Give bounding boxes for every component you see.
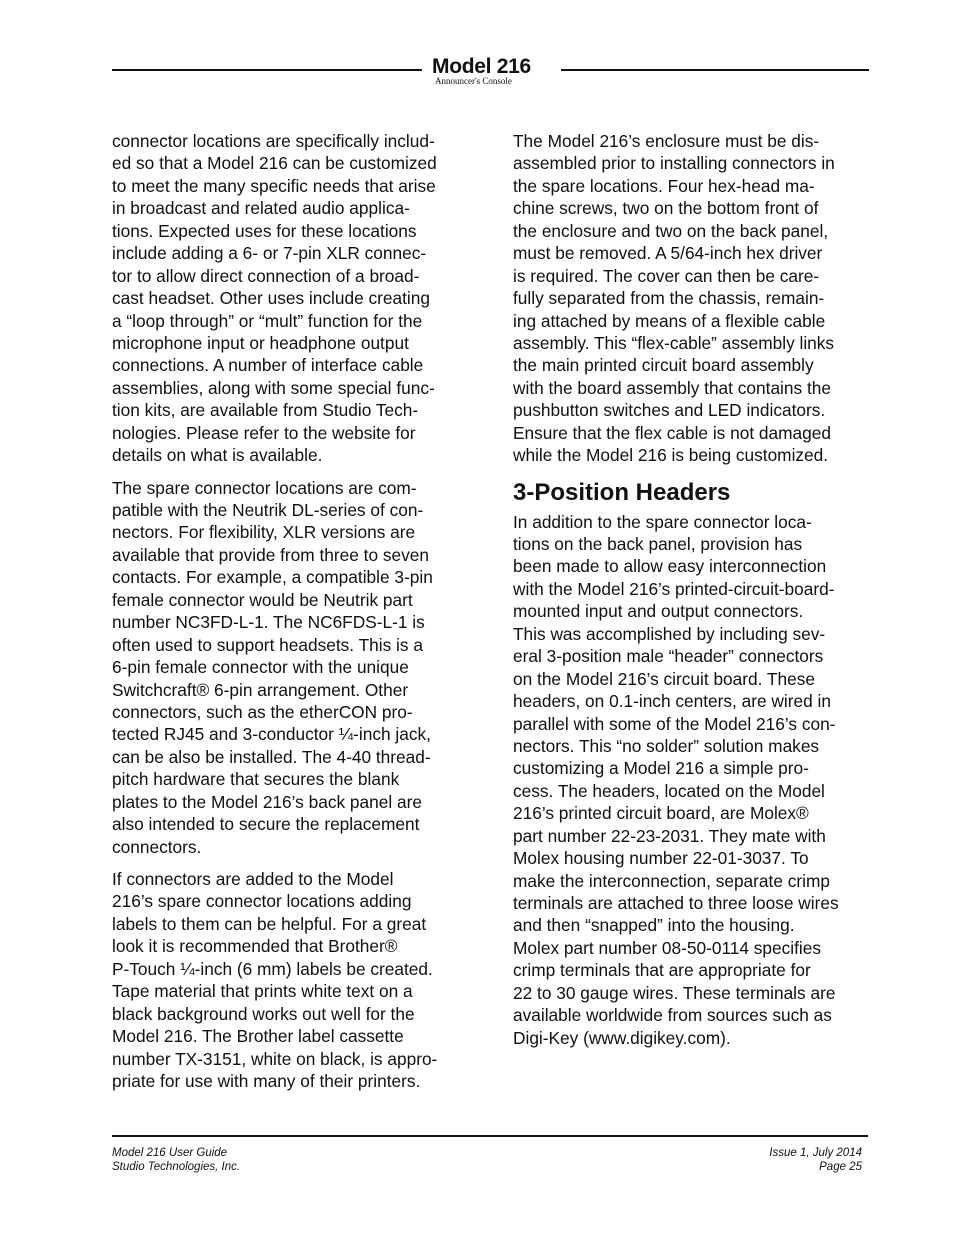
text-line: customizing a Model 216 a simple pro- [513,758,809,779]
text-line: nectors. For flexibility, XLR versions are [112,522,416,543]
text-line: tions on the back panel, provision has [513,534,803,554]
text-line: while the Model 216 is being customized. [513,445,829,466]
text-line: plates to the Model 216’s back panel are [112,791,422,812]
text-line: labels to them can be helpful. For a great [112,913,427,934]
footer-issue: Issue 1, July 2014 [769,1147,862,1159]
left-paragraph-3 [112,868,472,1092]
text-line: available worldwide from sources such as [513,1005,832,1026]
text-line: connector locations are specifically includ- [112,131,435,151]
text-line: available that provide from three to seven [112,544,430,565]
footer-right [769,1146,862,1174]
text-line: Switchcraft® 6-pin arrangement. Other [112,679,409,700]
text-line: and then “snapped” into the housing. [513,915,795,936]
left-paragraph-2 [112,477,472,858]
text-line: Tape material that prints white text on a [112,981,413,1002]
text-line: must be removed. A 5/64-inch hex driver [513,243,823,264]
text-line: cast headset. Other uses include creating [112,288,430,309]
text-line: contacts. For example, a compatible 3-pin [112,567,433,588]
text-line: assembly. This “flex-cable” assembly links [513,332,835,353]
footer-page-number: Page 25 [819,1161,862,1173]
text-line: chine screws, two on the bottom front of [513,198,819,219]
text-line: connectors. [112,836,202,857]
text-line: female connector would be Neutrik part [112,589,413,610]
text-line: with the board assembly that contains the [513,377,831,398]
text-line: include adding a 6- or 7-pin XLR connec- [112,243,427,264]
header-subtitle: Announcer's Console [435,76,512,86]
text-line: look it is recommended that Brother® [112,936,398,957]
header-rule-left [112,69,422,71]
footer-document-title: Model 216 User Guide [112,1147,228,1159]
text-line: connectors, such as the etherCON pro- [112,701,413,722]
text-line: This was accomplished by including sev- [513,623,826,644]
text-line: is required. The cover can then be care- [513,265,820,286]
text-line: tions. Expected uses for these locations [112,220,417,241]
text-line: P-Touch ¼-inch (6 mm) labels be created. [112,958,433,979]
text-line: cess. The headers, located on the Model [513,780,825,801]
left-paragraph-1 [112,130,472,467]
right-column [513,130,873,1049]
text-line: priate for use with many of their printers. [112,1070,421,1091]
text-line: number TX-3151, white on black, is appro- [112,1048,438,1069]
text-line: in broadcast and related audio applica- [112,198,410,219]
text-line: a “loop through” or “mult” function for the [112,310,423,331]
right-section-paragraph [513,511,873,1050]
text-line: Molex housing number 22-01-3037. To [513,848,809,869]
section-heading: 3-Position Headers [513,478,731,506]
right-intro-paragraph [513,130,873,467]
text-line: the spare locations. Four hex-head ma- [513,175,815,196]
left-column [112,130,472,1092]
text-line: pitch hardware that secures the blank [112,769,400,790]
text-line: the enclosure and two on the back panel, [513,220,829,241]
text-line: to meet the many specific needs that arise [112,175,436,196]
text-line: 22 to 30 gauge wires. These terminals are [513,982,836,1003]
text-line: Ensure that the flex cable is not damaged [513,422,831,443]
text-line: tected RJ45 and 3-conductor ¼-inch jack, [112,724,431,745]
text-line: make the interconnection, separate crimp [513,870,830,891]
text-line: been made to allow easy interconnection [513,556,827,577]
text-line: often used to support headsets. This is a [112,634,423,655]
text-line: the main printed circuit board assembly [513,355,814,376]
text-line: Digi-Key (www.digikey.com). [513,1027,731,1048]
paragraph-gap [112,467,472,477]
text-line: pushbutton switches and LED indicators. [513,400,826,421]
text-line: fully separated from the chassis, remain- [513,288,825,309]
text-line: assembled prior to installing connectors in [513,153,835,174]
header-title: Model 216 [432,55,531,78]
text-line: patible with the Neutrik DL-series of con- [112,500,424,520]
text-line: black background works out well for the [112,1003,415,1024]
footer-company: Studio Technologies, Inc. [112,1161,241,1173]
text-line: can be also be installed. The 4-40 thread- [112,746,431,767]
text-line: ed so that a Model 216 can be customized [112,153,437,174]
text-line: with the Model 216’s printed-circuit-board- [513,578,835,599]
text-line: 216’s printed circuit board, are Molex® [513,803,809,824]
text-line: 6-pin female connector with the unique [112,657,409,678]
text-line: parallel with some of the Model 216’s con- [513,713,836,734]
text-line: part number 22-23-2031. They mate with [513,825,826,846]
text-line: details on what is available. [112,445,323,466]
text-line: Model 216. The Brother label cassette [112,1026,404,1047]
text-line: microphone input or headphone output [112,332,409,353]
text-line: nectors. This “no solder” solution makes [513,735,820,756]
text-line: nologies. Please refer to the website for [112,422,416,443]
text-line: tor to allow direct connection of a broad- [112,265,420,286]
text-line: eral 3-position male “header” connectors [513,646,824,667]
paragraph-gap [513,467,873,477]
text-line: connections. A number of interface cable [112,355,424,376]
paragraph-gap [112,858,472,868]
text-line: If connectors are added to the Model [112,869,394,889]
text-line: In addition to the spare connector loca- [513,511,812,532]
text-line: 216’s spare connector locations adding [112,891,412,912]
text-line: assemblies, along with some special func- [112,377,435,398]
footer-left [112,1146,240,1174]
text-line: ing attached by means of a flexible cable [513,310,826,331]
text-line: number NC3FD-L-1. The NC6FDS-L-1 is [112,612,425,633]
text-line: The Model 216’s enclosure must be dis- [513,131,820,151]
text-line: The spare connector locations are com- [112,477,417,498]
header-rule-right [561,69,869,71]
text-line: headers, on 0.1-inch centers, are wired in [513,691,831,712]
text-line: Molex part number 08-50-0114 specifies [513,937,822,958]
text-line: tion kits, are available from Studio Tech- [112,400,419,421]
text-line: on the Model 216’s circuit board. These [513,668,815,689]
footer-rule [112,1135,868,1137]
text-line: crimp terminals that are appropriate for [513,960,811,981]
text-line: terminals are attached to three loose wires [513,893,839,913]
text-line: mounted input and output connectors. [513,601,804,622]
text-line: also intended to secure the replacement [112,814,420,835]
